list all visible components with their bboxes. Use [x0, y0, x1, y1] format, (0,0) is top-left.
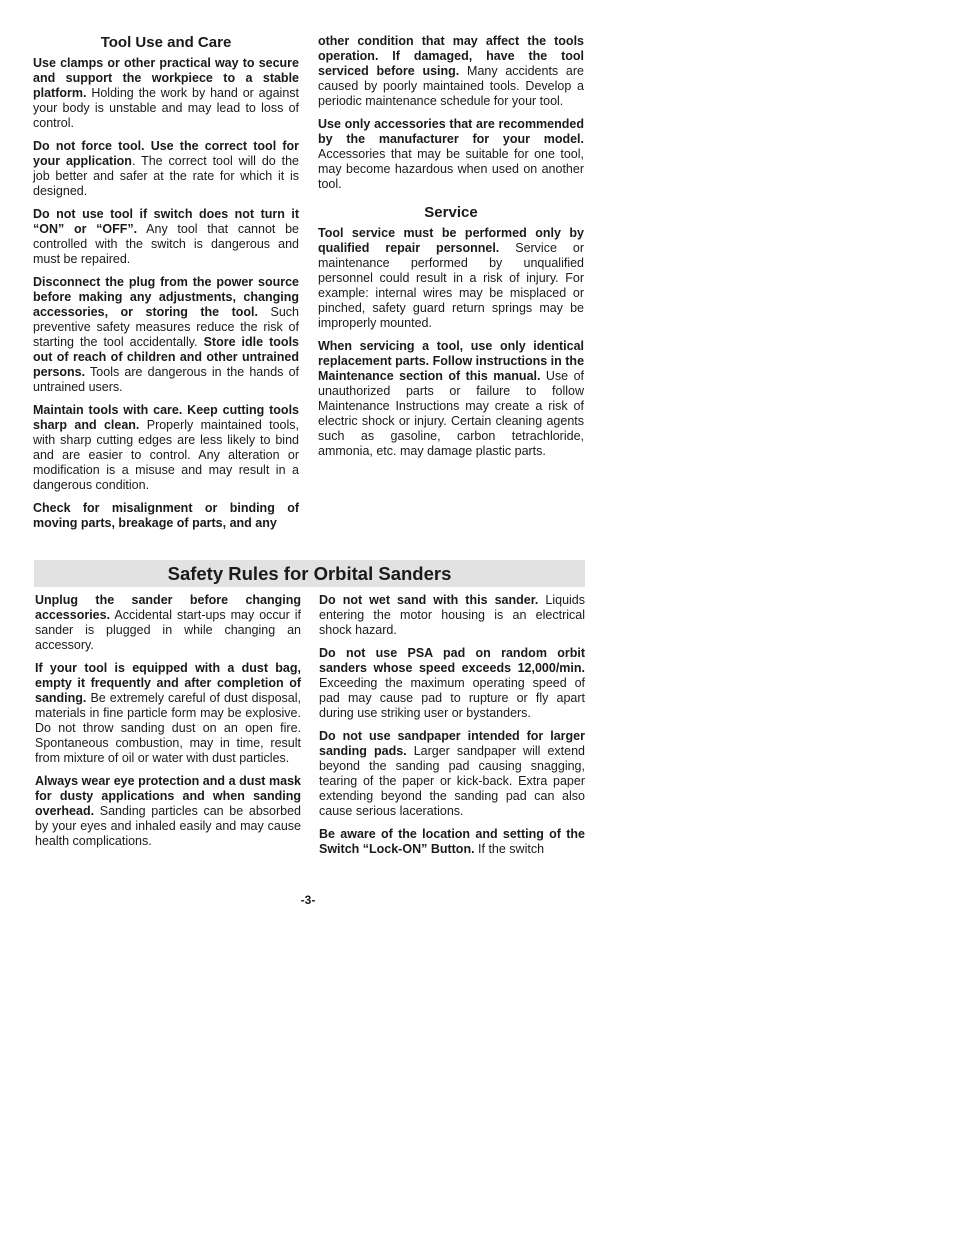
paragraph: Unplug the sander before changing accessories. Accidental start-ups may occur if sander is plugged in while changing an accessory. — [35, 593, 301, 652]
paragraph: Do not force tool. Use the correct tool for your application. The correct tool will do the job better and safer at the rate for which it is designed. — [33, 139, 299, 198]
paragraph: Be aware of the location and setting of the Switch “Lock-ON” Button. If the switch — [319, 827, 585, 856]
paragraph: If your tool is equipped with a dust bag, empty it frequently and after completion of sanding. Be extremely careful of dust disposal, materials in fine particle form may be explosive. Do not throw sanding dust on an open fire. Spontaneous combustion, may in time, result from mixture of oil or water with dust particles. — [35, 661, 301, 765]
page-number: -3- — [300, 893, 316, 907]
paragraph: Do not use sandpaper intended for larger sanding pads. Larger sandpaper will extend beyond the sanding pad causing snagging, tearing of the paper or kick-back. Extra paper extending beyond the sanding pad can also cause serious lacerations. — [319, 729, 585, 818]
paragraph: Disconnect the plug from the power source before making any adjustments, changing accessories, or storing the tool. Such preventive safety measures reduce the risk of starting the tool accidentally. Store idle tools out of reach of children and other untrained persons. Tools are dangerous in the hands of untrained users. — [33, 275, 299, 394]
tool-use-heading: Tool Use and Care — [100, 34, 232, 51]
column-service — [318, 34, 584, 467]
paragraph: Tool service must be performed only by qualified repair personnel. Service or maintenance performed by unqualified personnel could result in a risk of injury. For example: internal wires may be misplaced or pinched, safety guard return springs may be improperly mounted. — [318, 226, 584, 330]
paragraph: other condition that may affect the tools operation. If damaged, have the tool serviced before using. Many accidents are caused by poorly maintained tools. Develop a periodic maintenance schedule for your tool. — [318, 34, 584, 108]
paragraph: Do not use PSA pad on random orbit sanders whose speed exceeds 12,000/min. Exceeding the maximum operating speed of pad may cause pad to rupture or fly apart during use striking user or bystanders. — [319, 646, 585, 720]
column-orbital-right — [319, 593, 585, 865]
paragraph: Check for misalignment or binding of moving parts, breakage of parts, and any — [33, 501, 299, 530]
column-orbital-left — [35, 593, 301, 857]
paragraph: Always wear eye protection and a dust mask for dusty applications and when sanding overhead. Sanding particles can be absorbed by your eyes and inhaled easily and may cause health complications. — [35, 774, 301, 848]
orbital-sanders-banner: Safety Rules for Orbital Sanders — [34, 560, 585, 587]
paragraph: When servicing a tool, use only identical replacement parts. Follow instructions in the Maintenance section of this manual. Use of unauthorized parts or failure to follow Maintenance Instructions may create a risk of electric shock or injury. Certain cleaning agents such as gasoline, carbon tetrachloride, ammonia, etc. may damage plastic parts. — [318, 339, 585, 458]
paragraph: Maintain tools with care. Keep cutting tools sharp and clean. Properly maintained tools, with sharp cutting edges are less likely to bind and are easier to control. Any alteration or modification is a misuse and may result in a dangerous condition. — [33, 403, 299, 492]
service-heading: Service — [424, 204, 478, 221]
paragraph: Use only accessories that are recommended by the manufacturer for your model. Accessories that may be suitable for one tool, may become hazardous when used on another tool. — [318, 117, 584, 191]
column-tool-use — [33, 34, 299, 539]
paragraph: Use clamps or other practical way to secure and support the workpiece to a stable platform. Holding the work by hand or against your body is unstable and may lead to loss of control. — [33, 56, 299, 130]
paragraph: Do not wet sand with this sander. Liquids entering the motor housing is an electrical shock hazard. — [319, 593, 585, 637]
paragraph: Do not use tool if switch does not turn it “ON” or “OFF”. Any tool that cannot be controlled with the switch is dangerous and must be repaired. — [33, 207, 299, 266]
